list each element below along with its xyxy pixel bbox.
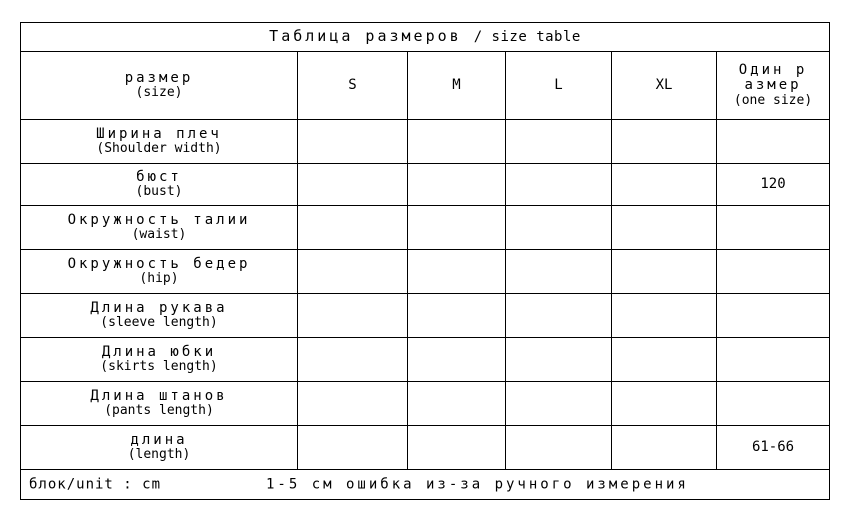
cell-s	[298, 250, 408, 294]
cell-xl	[612, 250, 717, 294]
cell-xl	[612, 338, 717, 382]
size-m-header: M	[408, 52, 506, 120]
table-row	[21, 294, 830, 338]
one-size-ru-line1: Один р	[738, 61, 808, 78]
cell-m	[408, 250, 506, 294]
row-label-en: (sleeve length)	[100, 315, 218, 331]
table-title-ru: Таблица размеров	[269, 27, 462, 46]
table-row	[21, 164, 830, 206]
row-label-ru: Длина юбки	[101, 343, 217, 360]
table-title-en: / size table	[473, 29, 581, 46]
header-row	[21, 52, 830, 120]
cell-l	[506, 250, 612, 294]
table-row	[21, 120, 830, 164]
row-label-ru: Окружность талии	[67, 211, 251, 228]
cell-one-size	[717, 294, 830, 338]
cell-one-size: 61-66	[717, 426, 830, 470]
cell-l	[506, 426, 612, 470]
cell-m	[408, 164, 506, 206]
row-label	[21, 338, 298, 382]
row-label-en: (waist)	[131, 227, 187, 243]
cell-l	[506, 294, 612, 338]
row-label-en: (pants length)	[104, 403, 214, 419]
table-row	[21, 206, 830, 250]
cell-m	[408, 206, 506, 250]
cell-one-size	[717, 206, 830, 250]
measurement-note: 1-5 см ошибка из-за ручного измерения	[266, 475, 689, 492]
cell-m	[408, 294, 506, 338]
row-label-en: (skirts length)	[100, 359, 218, 375]
table-row	[21, 426, 830, 470]
table-row	[21, 382, 830, 426]
cell-xl	[612, 294, 717, 338]
row-label-ru: Длина штанов	[90, 387, 228, 404]
cell-l	[506, 164, 612, 206]
table-row	[21, 250, 830, 294]
row-label-en: (hip)	[139, 271, 179, 287]
cell-m	[408, 120, 506, 164]
row-label-ru: Длина рукава	[90, 299, 228, 316]
cell-one-size	[717, 120, 830, 164]
table-row	[21, 338, 830, 382]
row-label	[21, 250, 298, 294]
cell-xl	[612, 120, 717, 164]
cell-l	[506, 338, 612, 382]
cell-one-size	[717, 250, 830, 294]
size-header-cell	[21, 52, 298, 120]
cell-l	[506, 382, 612, 426]
size-header-ru: размер	[124, 69, 194, 86]
cell-one-size: 120	[717, 164, 830, 206]
cell-s	[298, 120, 408, 164]
row-label	[21, 120, 298, 164]
size-l-header: L	[506, 52, 612, 120]
cell-one-size	[717, 382, 830, 426]
cell-s	[298, 206, 408, 250]
cell-s	[298, 338, 408, 382]
row-label-en: (Shoulder width)	[96, 141, 222, 157]
one-size-ru-line2: азмер	[744, 77, 802, 94]
size-s-header: S	[298, 52, 408, 120]
cell-xl	[612, 206, 717, 250]
cell-s	[298, 164, 408, 206]
cell-s	[298, 294, 408, 338]
cell-l	[506, 206, 612, 250]
row-label-ru: Ширина плеч	[96, 125, 222, 142]
row-label	[21, 426, 298, 470]
cell-s	[298, 426, 408, 470]
size-header-en: (size)	[135, 85, 183, 101]
size-xl-header: XL	[612, 52, 717, 120]
cell-m	[408, 338, 506, 382]
cell-s	[298, 382, 408, 426]
row-label-en: (bust)	[135, 184, 183, 200]
cell-l	[506, 120, 612, 164]
cell-m	[408, 382, 506, 426]
row-label	[21, 294, 298, 338]
cell-xl	[612, 426, 717, 470]
row-label-en: (length)	[127, 447, 191, 463]
row-label	[21, 206, 298, 250]
row-label	[21, 164, 298, 206]
row-label-ru: бюст	[136, 168, 182, 185]
row-label-ru: длина	[130, 431, 188, 448]
table-title	[21, 23, 830, 52]
cell-m	[408, 426, 506, 470]
one-size-header	[717, 52, 830, 120]
cell-xl	[612, 382, 717, 426]
unit-label: блок/unit : cm	[29, 475, 162, 492]
size-table	[20, 22, 830, 500]
one-size-en: (one size)	[733, 92, 813, 108]
cell-xl	[612, 164, 717, 206]
row-label	[21, 382, 298, 426]
table-footer	[21, 470, 830, 500]
cell-one-size	[717, 338, 830, 382]
row-label-ru: Окружность бедер	[67, 255, 251, 272]
